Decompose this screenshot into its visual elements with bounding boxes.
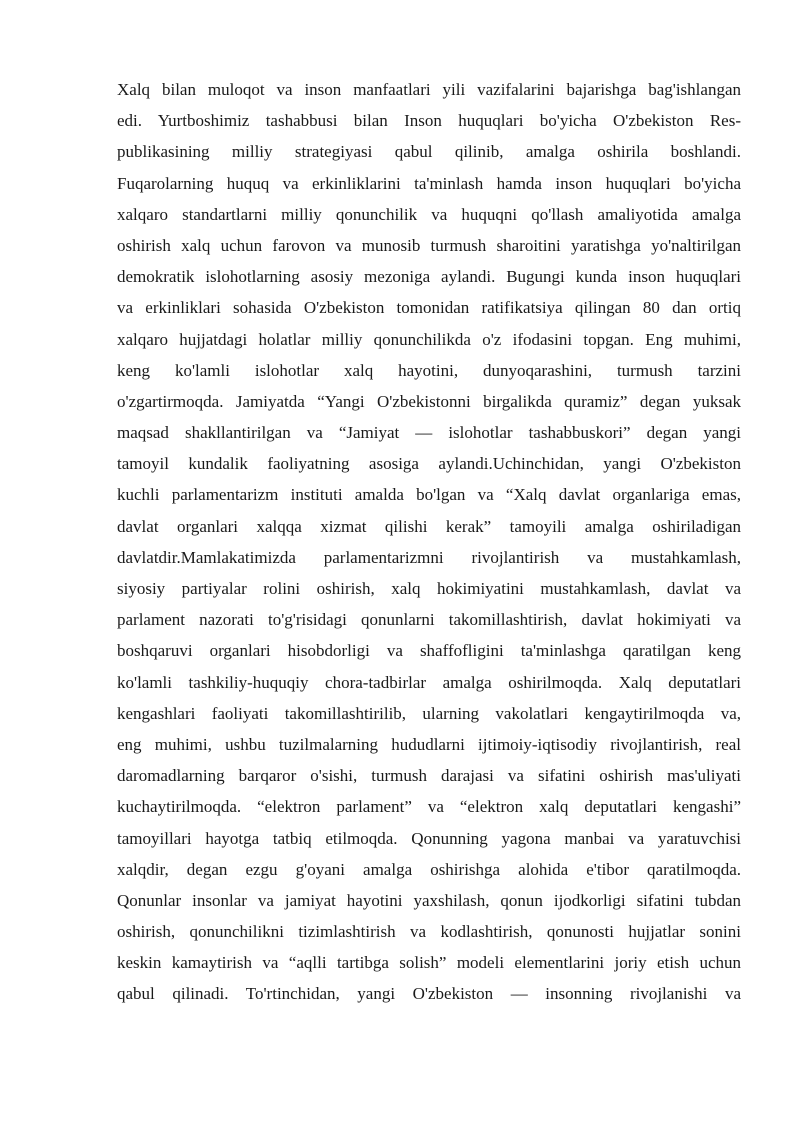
text-line: kengashlari faoliyati takomillashtirilib, ularning vakolatlari kengaytirilmoqda va, bbox=[117, 703, 741, 723]
text-line: va erkinliklari sohasida O'zbekiston tomonidan ratifikatsiya qilingan 80 dan ortiq bbox=[117, 298, 741, 318]
text-line: eng muhimi, ushbu tuzilmalarning hududlarni ijtimoiy-iqtisodiy rivojlantirish, real bbox=[117, 734, 741, 754]
text-line: boshqaruvi organlari hisobdorligi va shaffofligini ta'minlashga qaratilgan keng bbox=[117, 641, 741, 661]
text-line: maqsad shakllantirilgan va “Jamiyat — islohotlar tashabbuskori” degan yangi bbox=[117, 423, 741, 443]
text-line: Fuqarolarning huquq va erkinliklarini ta'minlash hamda inson huquqlari bo'yicha bbox=[117, 173, 741, 193]
text-line: xalqdir, degan ezgu g'oyani amalga oshirishga alohida e'tibor qaratilmoqda. bbox=[117, 859, 741, 879]
text-line: ko'lamli tashkiliy-huquqiy chora-tadbirlar amalga oshirilmoqda. Xalq deputatlari bbox=[117, 672, 741, 692]
text-line: siyosiy partiyalar rolini oshirish, xalq hokimiyatini mustahkamlash, davlat va bbox=[117, 579, 741, 598]
text-line: Xalq bilan muloqot va inson manfaatlari yili vazifalarini bajarishga bag'ishlangan bbox=[117, 80, 741, 99]
text-line: oshirish, qonunchilikni tizimlashtirish va kodlashtirish, qonunosti hujjatlar sonini bbox=[117, 922, 741, 942]
text-line: edi. Yurtboshimiz tashabbusi bilan Inson huquqlari bo'yicha O'zbekiston Res- bbox=[117, 111, 741, 131]
text-line: keng ko'lamli islohotlar xalq hayotini, dunyoqarashini, turmush tarzini bbox=[117, 360, 741, 380]
text-line: davlatdir.Mamlakatimizda parlamentarizmni rivojlantirish va mustahkamlash, bbox=[117, 547, 741, 567]
text-line: daromadlarning barqaror o'sishi, turmush darajasi va sifatini oshirish mas'uliyati bbox=[117, 766, 741, 786]
text-line: o'zgartirmoqda. Jamiyatda “Yangi O'zbekistonni birgalikda quramiz” degan yuksak bbox=[117, 391, 741, 411]
text-line: xalqaro hujjatdagi holatlar milliy qonunchilikda o'z ifodasini topgan. Eng muhimi, bbox=[117, 329, 741, 349]
text-line: demokratik islohotlarning asosiy mezoniga aylandi. Bugungi kunda inson huquqlari bbox=[117, 267, 741, 287]
text-line: tamoyillari hayotga tatbiq etilmoqda. Qonunning yagona manbai va yaratuvchisi bbox=[117, 828, 741, 848]
text-line: kuchli parlamentarizm instituti amalda bo'lgan va “Xalq davlat organlariga emas, bbox=[117, 485, 741, 505]
text-line: qabul qilinadi. To'rtinchidan, yangi O'zbekiston — insonning rivojlanishi va bbox=[117, 984, 741, 1004]
text-line: oshirish xalq uchun farovon va munosib turmush sharoitini yaratishga yo'naltirilgan bbox=[117, 235, 741, 255]
body-paragraph bbox=[117, 74, 741, 1010]
text-line: xalqaro standartlarni milliy qonunchilik va huquqni qo'llash amaliyotida amalga bbox=[117, 204, 741, 224]
text-line: keskin kamaytirish va “aqlli tartibga solish” modeli elementlarini joriy etish uchun bbox=[117, 953, 741, 973]
text-line: publikasining milliy strategiyasi qabul qilinib, amalga oshirila boshlandi. bbox=[117, 142, 741, 162]
text-line: parlament nazorati to'g'risidagi qonunlarni takomillashtirish, davlat hokimiyati va bbox=[117, 610, 741, 630]
text-line: davlat organlari xalqqa xizmat qilishi kerak” tamoyili amalga oshiriladigan bbox=[117, 516, 741, 536]
text-line: Qonunlar insonlar va jamiyat hayotini yaxshilash, qonun ijodkorligi sifatini tubdan bbox=[117, 890, 741, 910]
text-line: kuchaytirilmoqda. “elektron parlament” va “elektron xalq deputatlari kengashi” bbox=[117, 797, 741, 817]
text-line: tamoyil kundalik faoliyatning asosiga aylandi.Uchinchidan, yangi O'zbekiston bbox=[117, 454, 741, 474]
